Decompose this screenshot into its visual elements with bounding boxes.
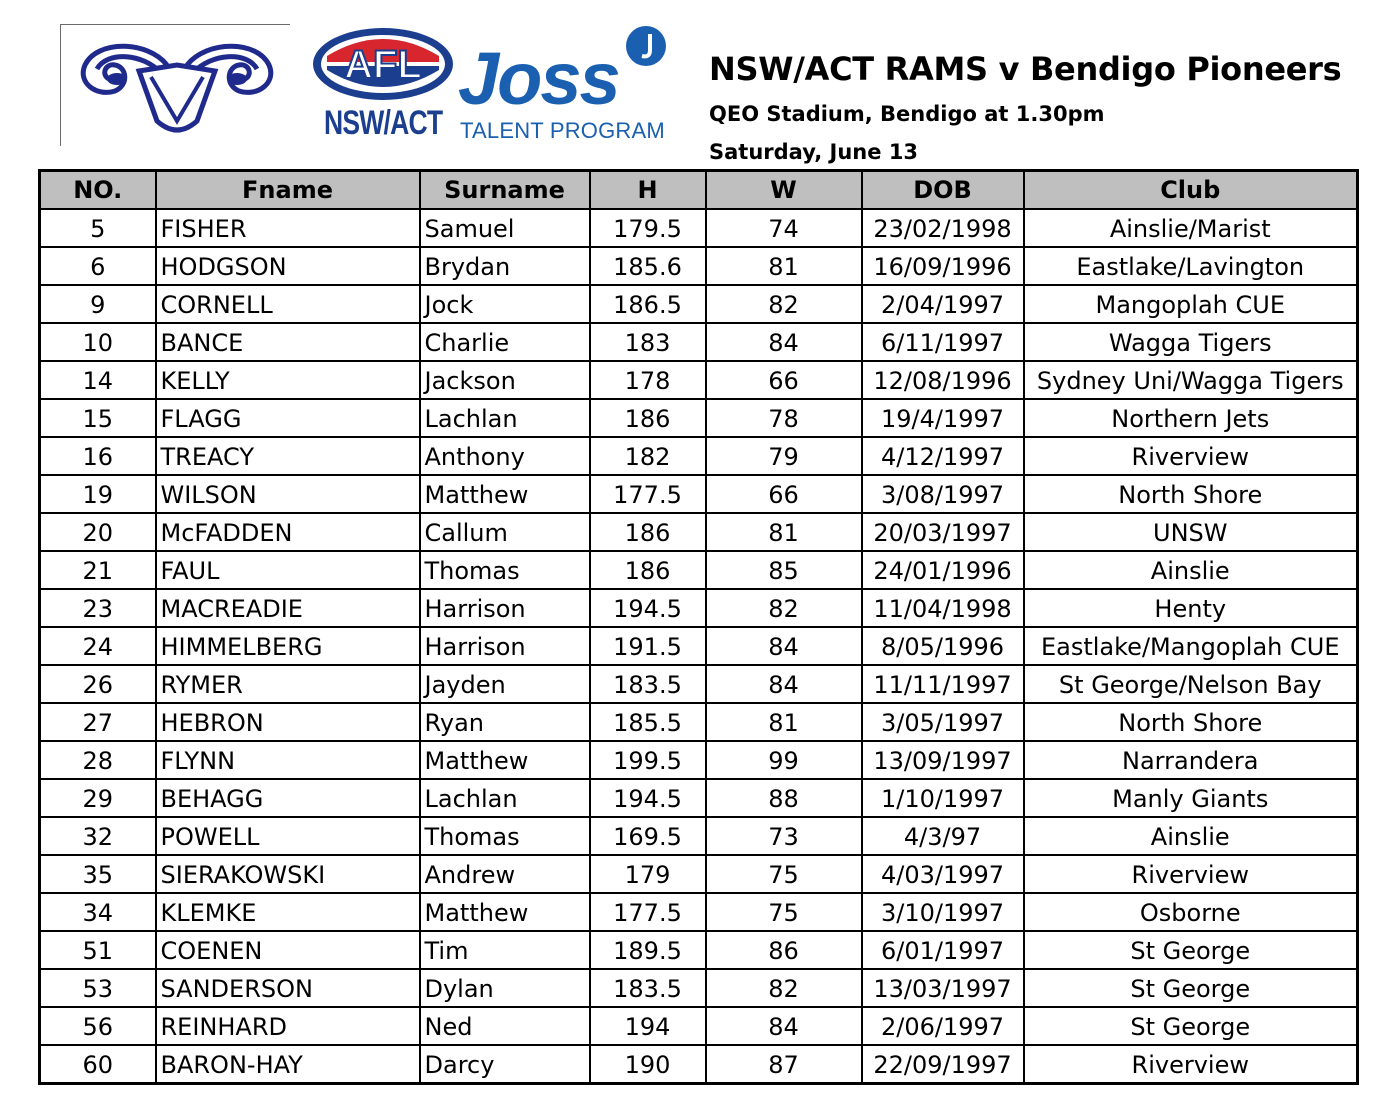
cell-dob: 2/04/1997 (862, 285, 1024, 323)
table-row (40, 855, 1358, 893)
joss-wordmark-icon (458, 24, 678, 116)
table-row (40, 551, 1358, 589)
cell-club: Northern Jets (1024, 399, 1358, 437)
cell-club: North Shore (1024, 475, 1358, 513)
cell-weight: 88 (706, 779, 862, 817)
cell-height: 183.5 (590, 969, 706, 1007)
cell-surname: Jock (420, 285, 590, 323)
cell-height: 186 (590, 399, 706, 437)
column-header-club: Club (1024, 171, 1358, 210)
afl-nswact-logo (310, 26, 460, 146)
cell-surname: Darcy (420, 1045, 590, 1084)
cell-dob: 8/05/1996 (862, 627, 1024, 665)
cell-weight: 75 (706, 893, 862, 931)
cell-fname: FISHER (156, 209, 420, 247)
cell-dob: 24/01/1996 (862, 551, 1024, 589)
cell-surname: Andrew (420, 855, 590, 893)
cell-weight: 81 (706, 247, 862, 285)
table-row (40, 513, 1358, 551)
table-header-row (40, 171, 1358, 210)
column-header-weight: W (706, 171, 862, 210)
cell-club: Eastlake/Lavington (1024, 247, 1358, 285)
cell-number: 60 (40, 1045, 156, 1084)
cell-dob: 20/03/1997 (862, 513, 1024, 551)
cell-height: 183.5 (590, 665, 706, 703)
table-row (40, 475, 1358, 513)
table-row (40, 893, 1358, 931)
cell-dob: 4/12/1997 (862, 437, 1024, 475)
cell-surname: Matthew (420, 893, 590, 931)
cell-dob: 4/03/1997 (862, 855, 1024, 893)
cell-fname: WILSON (156, 475, 420, 513)
cell-fname: BEHAGG (156, 779, 420, 817)
cell-club: Henty (1024, 589, 1358, 627)
joss-logo (458, 24, 678, 146)
cell-weight: 73 (706, 817, 862, 855)
cell-number: 35 (40, 855, 156, 893)
cell-club: Riverview (1024, 855, 1358, 893)
column-header-fname: Fname (156, 171, 420, 210)
cell-height: 178 (590, 361, 706, 399)
cell-surname: Anthony (420, 437, 590, 475)
table-row (40, 437, 1358, 475)
cell-club: St George (1024, 969, 1358, 1007)
cell-number: 19 (40, 475, 156, 513)
cell-number: 5 (40, 209, 156, 247)
cell-number: 6 (40, 247, 156, 285)
cell-surname: Lachlan (420, 779, 590, 817)
cell-weight: 99 (706, 741, 862, 779)
cell-dob: 19/4/1997 (862, 399, 1024, 437)
table-row (40, 209, 1358, 247)
cell-height: 194.5 (590, 779, 706, 817)
cell-weight: 81 (706, 513, 862, 551)
cell-height: 182 (590, 437, 706, 475)
column-header-dob: DOB (862, 171, 1024, 210)
cell-weight: 75 (706, 855, 862, 893)
table-row (40, 399, 1358, 437)
cell-weight: 82 (706, 285, 862, 323)
cell-fname: REINHARD (156, 1007, 420, 1045)
cell-height: 186 (590, 513, 706, 551)
cell-number: 56 (40, 1007, 156, 1045)
table-row (40, 323, 1358, 361)
cell-club: Narrandera (1024, 741, 1358, 779)
table-row (40, 931, 1358, 969)
cell-height: 186.5 (590, 285, 706, 323)
cell-weight: 81 (706, 703, 862, 741)
table-row (40, 1007, 1358, 1045)
cell-surname: Thomas (420, 551, 590, 589)
table-row (40, 1045, 1358, 1084)
cell-fname: COENEN (156, 931, 420, 969)
cell-weight: 82 (706, 589, 862, 627)
cell-height: 199.5 (590, 741, 706, 779)
cell-number: 28 (40, 741, 156, 779)
cell-number: 10 (40, 323, 156, 361)
cell-height: 189.5 (590, 931, 706, 969)
cell-dob: 11/11/1997 (862, 665, 1024, 703)
cell-surname: Jackson (420, 361, 590, 399)
cell-fname: POWELL (156, 817, 420, 855)
column-header-number: NO. (40, 171, 156, 210)
match-date: Saturday, June 13 (709, 140, 919, 164)
cell-club: Wagga Tigers (1024, 323, 1358, 361)
cell-height: 185.6 (590, 247, 706, 285)
cell-number: 14 (40, 361, 156, 399)
column-header-height: H (590, 171, 706, 210)
afl-wordmark: AFL (344, 43, 422, 87)
cell-weight: 82 (706, 969, 862, 1007)
cell-fname: MACREADIE (156, 589, 420, 627)
cell-height: 194.5 (590, 589, 706, 627)
cell-dob: 4/3/97 (862, 817, 1024, 855)
cell-number: 27 (40, 703, 156, 741)
table-row (40, 589, 1358, 627)
cell-dob: 2/06/1997 (862, 1007, 1024, 1045)
cell-weight: 85 (706, 551, 862, 589)
cell-fname: BANCE (156, 323, 420, 361)
cell-fname: McFADDEN (156, 513, 420, 551)
cell-fname: HEBRON (156, 703, 420, 741)
cell-dob: 3/08/1997 (862, 475, 1024, 513)
cell-fname: BARON-HAY (156, 1045, 420, 1084)
cell-fname: KLEMKE (156, 893, 420, 931)
cell-dob: 3/05/1997 (862, 703, 1024, 741)
cell-weight: 78 (706, 399, 862, 437)
joss-wordmark: Joss (458, 37, 619, 116)
table-row (40, 817, 1358, 855)
cell-number: 16 (40, 437, 156, 475)
cell-surname: Matthew (420, 741, 590, 779)
cell-club: St George/Nelson Bay (1024, 665, 1358, 703)
cell-club: UNSW (1024, 513, 1358, 551)
cell-number: 29 (40, 779, 156, 817)
cell-dob: 13/03/1997 (862, 969, 1024, 1007)
cell-number: 20 (40, 513, 156, 551)
cell-height: 177.5 (590, 893, 706, 931)
cell-club: Ainslie/Marist (1024, 209, 1358, 247)
cell-number: 26 (40, 665, 156, 703)
cell-surname: Ryan (420, 703, 590, 741)
cell-club: St George (1024, 1007, 1358, 1045)
cell-dob: 23/02/1998 (862, 209, 1024, 247)
rams-logo-icon (77, 35, 277, 135)
cell-height: 194 (590, 1007, 706, 1045)
cell-height: 179 (590, 855, 706, 893)
match-venue: QEO Stadium, Bendigo at 1.30pm (709, 102, 1105, 126)
cell-height: 185.5 (590, 703, 706, 741)
cell-surname: Matthew (420, 475, 590, 513)
cell-club: Riverview (1024, 437, 1358, 475)
cell-dob: 3/10/1997 (862, 893, 1024, 931)
joss-program-label: TALENT PROGRAM (460, 118, 665, 143)
table-row (40, 703, 1358, 741)
cell-weight: 84 (706, 323, 862, 361)
cell-weight: 86 (706, 931, 862, 969)
cell-height: 169.5 (590, 817, 706, 855)
cell-club: Sydney Uni/Wagga Tigers (1024, 361, 1358, 399)
afl-region-label: NSW/ACT (324, 104, 443, 142)
cell-surname: Dylan (420, 969, 590, 1007)
cell-surname: Callum (420, 513, 590, 551)
cell-surname: Samuel (420, 209, 590, 247)
cell-dob: 11/04/1998 (862, 589, 1024, 627)
cell-number: 21 (40, 551, 156, 589)
table-row (40, 361, 1358, 399)
cell-surname: Harrison (420, 589, 590, 627)
cell-weight: 84 (706, 665, 862, 703)
cell-surname: Charlie (420, 323, 590, 361)
cell-surname: Tim (420, 931, 590, 969)
cell-dob: 16/09/1996 (862, 247, 1024, 285)
cell-number: 23 (40, 589, 156, 627)
page-title: NSW/ACT RAMS v Bendigo Pioneers (709, 50, 1342, 88)
cell-weight: 84 (706, 1007, 862, 1045)
cell-fname: TREACY (156, 437, 420, 475)
table-row (40, 285, 1358, 323)
cell-fname: FLAGG (156, 399, 420, 437)
cell-height: 179.5 (590, 209, 706, 247)
table-row (40, 665, 1358, 703)
cell-club: St George (1024, 931, 1358, 969)
cell-height: 190 (590, 1045, 706, 1084)
table-row (40, 779, 1358, 817)
cell-height: 186 (590, 551, 706, 589)
cell-fname: SIERAKOWSKI (156, 855, 420, 893)
table-row (40, 741, 1358, 779)
cell-surname: Ned (420, 1007, 590, 1045)
cell-number: 53 (40, 969, 156, 1007)
cell-club: Riverview (1024, 1045, 1358, 1084)
rams-logo-frame (60, 24, 290, 146)
cell-club: Mangoplah CUE (1024, 285, 1358, 323)
table-body (40, 209, 1358, 1084)
cell-fname: HIMMELBERG (156, 627, 420, 665)
cell-club: North Shore (1024, 703, 1358, 741)
cell-height: 183 (590, 323, 706, 361)
table-row (40, 627, 1358, 665)
cell-club: Manly Giants (1024, 779, 1358, 817)
cell-surname: Lachlan (420, 399, 590, 437)
cell-surname: Brydan (420, 247, 590, 285)
table-row (40, 247, 1358, 285)
cell-fname: HODGSON (156, 247, 420, 285)
cell-weight: 87 (706, 1045, 862, 1084)
cell-dob: 12/08/1996 (862, 361, 1024, 399)
cell-number: 9 (40, 285, 156, 323)
afl-ball-icon (310, 26, 460, 106)
cell-club: Ainslie (1024, 817, 1358, 855)
cell-surname: Jayden (420, 665, 590, 703)
cell-surname: Thomas (420, 817, 590, 855)
cell-number: 34 (40, 893, 156, 931)
cell-club: Eastlake/Mangoplah CUE (1024, 627, 1358, 665)
cell-number: 24 (40, 627, 156, 665)
cell-weight: 66 (706, 361, 862, 399)
cell-dob: 6/11/1997 (862, 323, 1024, 361)
cell-weight: 79 (706, 437, 862, 475)
column-header-surname: Surname (420, 171, 590, 210)
roster-table (38, 169, 1359, 1085)
cell-fname: FLYNN (156, 741, 420, 779)
cell-dob: 22/09/1997 (862, 1045, 1024, 1084)
cell-number: 15 (40, 399, 156, 437)
table-row (40, 969, 1358, 1007)
cell-number: 51 (40, 931, 156, 969)
cell-fname: RYMER (156, 665, 420, 703)
cell-fname: KELLY (156, 361, 420, 399)
cell-fname: SANDERSON (156, 969, 420, 1007)
cell-height: 177.5 (590, 475, 706, 513)
cell-fname: CORNELL (156, 285, 420, 323)
cell-surname: Harrison (420, 627, 590, 665)
cell-club: Osborne (1024, 893, 1358, 931)
cell-club: Ainslie (1024, 551, 1358, 589)
cell-weight: 84 (706, 627, 862, 665)
cell-fname: FAUL (156, 551, 420, 589)
cell-dob: 6/01/1997 (862, 931, 1024, 969)
cell-number: 32 (40, 817, 156, 855)
cell-dob: 1/10/1997 (862, 779, 1024, 817)
cell-dob: 13/09/1997 (862, 741, 1024, 779)
cell-weight: 74 (706, 209, 862, 247)
cell-height: 191.5 (590, 627, 706, 665)
cell-weight: 66 (706, 475, 862, 513)
